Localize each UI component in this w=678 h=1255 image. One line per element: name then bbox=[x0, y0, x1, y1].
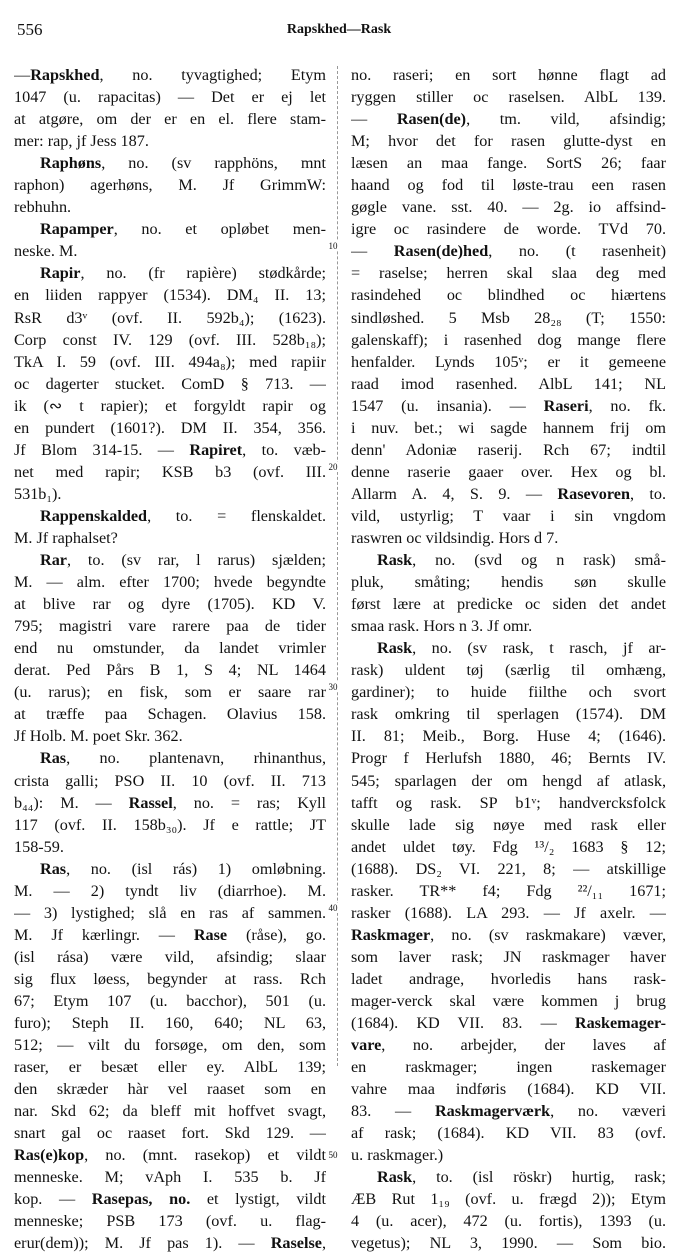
column-divider bbox=[337, 66, 338, 1066]
text-line: furo); Steph II. 160, 640; NL 63, bbox=[14, 1014, 326, 1033]
text-line: menneske. M; vAph I. 535 b. Jf bbox=[14, 1168, 326, 1187]
text-line: denne raserie gaaer over. Hex og bl. bbox=[351, 462, 666, 481]
text-line: M. Jf raphalset? bbox=[14, 528, 118, 547]
text-line: menneske; PSB 173 (ovf. u. flag- bbox=[14, 1212, 326, 1231]
text-line: M. — alm. efter 1700; hvede begyndte bbox=[14, 573, 326, 592]
text-line: mer: rap, jf Jess 187. bbox=[14, 132, 149, 151]
text-line: vare, no. arbejder, der laves af bbox=[351, 1036, 666, 1055]
text-line: i nuv. bet.; wi sagde hannem frij om bbox=[351, 418, 666, 437]
text-line: Jf Holb. M. poet Skr. 362. bbox=[14, 727, 183, 746]
text-line: en liiden rappyer (1534). DM₄ II. 13; bbox=[14, 286, 326, 305]
text-line: vegetus); NL 3, 1990. — Som bio. bbox=[351, 1234, 666, 1253]
text-line: RsR d3ᵛ (ovf. II. 592b₄); (1623). bbox=[14, 308, 326, 327]
text-line: Progr f Herlufsh 1880, 46; Bernts IV. bbox=[351, 749, 666, 768]
text-line: ik (∾ t rapier); et forgyldt rapir og bbox=[14, 396, 326, 415]
text-line: galenskaff); i rasenhed dog mange flere bbox=[351, 330, 666, 349]
text-line: Rappenskalded, to. = flenskaldet. bbox=[40, 506, 326, 525]
text-line: neske. M. bbox=[14, 242, 78, 261]
text-line: Rar, to. (sv rar, l rarus) sjælden; bbox=[40, 551, 326, 570]
text-line: at blive rar og dyre (1705). KD V. bbox=[14, 595, 326, 614]
text-line: den skræder hàr vel raaset som en bbox=[14, 1080, 326, 1099]
text-line: kop. — Rasepas, no. et lystigt, vildt bbox=[14, 1190, 326, 1209]
text-line: 545; sparlagen der om hengd af atlask, bbox=[351, 771, 666, 790]
text-line: ryggen stiller oc raselsen. AlbL 139. bbox=[351, 88, 666, 107]
text-line: II. 81; Meib., Borg. Huse 4; (1646). bbox=[351, 727, 666, 746]
text-line: rasker. TR** f4; Fdg ²²/₁₁ 1671; bbox=[351, 881, 666, 900]
text-line: 83. — Raskmagerværk, no. væveri bbox=[351, 1102, 666, 1121]
text-line: igre oc rasindere de worde. TVd 70. bbox=[351, 220, 666, 239]
text-line: 117 (ovf. II. 158b₃₀). Jf e rattle; JT bbox=[14, 815, 326, 834]
text-line: u. raskmager.) bbox=[351, 1146, 444, 1165]
text-line: —Rapskhed, no. tyvagtighed; Etym bbox=[14, 66, 326, 84]
text-line: Allarm A. 4, S. 9. — Rasevoren, to. bbox=[351, 484, 666, 503]
text-line: (u. rarus); en fisk, som er saare rar bbox=[14, 683, 326, 702]
text-line: som laver rask; JN raskmager haver bbox=[351, 947, 666, 966]
text-line: Raphøns, no. (sv rapphöns, mnt bbox=[40, 154, 326, 173]
text-line: nar. Skd 62; da bleff mit hoffvet svagt, bbox=[14, 1102, 326, 1121]
text-line: rebhuhn. bbox=[14, 198, 72, 217]
text-line: TkA I. 59 (ovf. III. 494a₈); med rapiir bbox=[14, 352, 326, 371]
text-line: smaa rask. Hors n 3. Jf omr. bbox=[351, 617, 533, 636]
text-line: pluk, småting; hendis søn skulle bbox=[351, 573, 666, 592]
text-line: Rapir, no. (fr rapière) stødkårde; bbox=[40, 264, 326, 283]
text-line: end nu omstunder, da landet vrimler bbox=[14, 639, 326, 658]
text-line: Jf Blom 314-15. — Rapiret, to. væb- bbox=[14, 440, 326, 459]
text-line: af rask; (1684). KD VII. 83 (ovf. bbox=[351, 1124, 666, 1143]
running-head: Rapskhed—Rask bbox=[286, 22, 392, 37]
text-line: — Rasen(de)hed, no. (t rasenheit) bbox=[351, 242, 666, 261]
text-line: ladet andrage, hvorledis hans rask- bbox=[351, 969, 666, 988]
text-line: no. raseri; en sort hønne flagt ad bbox=[351, 66, 666, 84]
text-line: — 3) lystighed; slå en ras af sammen. bbox=[14, 903, 326, 922]
text-line: erur(dem)); M. Jf pas 1). — Raselse, bbox=[14, 1234, 326, 1253]
text-line: rasindehed oc blindhed oc hiærtens bbox=[351, 286, 666, 305]
text-line: vild, ustyrlig; T vaar i sin vngdom bbox=[351, 506, 666, 525]
text-line: M. Jf kærlingr. — Rase (råse), go. bbox=[14, 925, 326, 944]
text-line: 1047 (u. rapacitas) — Det er ej let bbox=[14, 88, 326, 107]
text-line: Rask, to. (isl röskr) hurtig, rask; bbox=[377, 1168, 666, 1187]
text-line: Ras(e)kop, no. (mnt. rasekop) et vildt bbox=[14, 1146, 326, 1165]
text-line: rasker (1688). LA 293. — Jf axelr. — bbox=[351, 903, 666, 922]
right-column bbox=[351, 64, 666, 1255]
text-line: snart gal oc raaset fort. Skd 129. — bbox=[14, 1124, 326, 1143]
text-line: en raskmager; ingen raskemager bbox=[351, 1058, 666, 1077]
text-line: Rapamper, no. et opløbet men- bbox=[40, 220, 326, 239]
text-line: henfalder. Lynds 105ᵛ; er it gemeene bbox=[351, 352, 666, 371]
text-line: M. — 2) tyndt liv (diarrhoe). M. bbox=[14, 881, 326, 900]
text-line: 512; — vilt du forsøge, om den, som bbox=[14, 1036, 326, 1055]
line-number-20: 20 bbox=[326, 462, 340, 472]
text-line: derat. Ped Pårs B 1, S 4; NL 1464 bbox=[14, 661, 326, 680]
text-line: først lære at predicke oc siden det andet bbox=[351, 595, 666, 614]
text-line: Corp const IV. 129 (ovf. III. 528b₁₈); bbox=[14, 330, 326, 349]
page-number: 556 bbox=[17, 20, 43, 39]
text-line: rask) uldent tøj (særlig til omhæng, bbox=[351, 661, 666, 680]
text-line: 1547 (u. insania). — Raseri, no. fk. bbox=[351, 396, 666, 415]
text-line: sindløshed. 5 Msb 28₂₈ (T; 1550: bbox=[351, 308, 666, 327]
text-line: gøgle vane. sst. 40. — 2g. io affsind- bbox=[351, 198, 666, 217]
text-line: 67; Etym 107 (u. bacchor), 501 (u. bbox=[14, 991, 326, 1010]
text-line: oc dagerter stucket. ComD § 713. — bbox=[14, 374, 326, 393]
text-line: raswren oc vildsindig. Hors d 7. bbox=[351, 528, 559, 547]
text-line: rask omkring til sperlagen (1574). DM bbox=[351, 705, 666, 724]
line-number-50: 50 bbox=[326, 1150, 340, 1160]
text-line: net med rapir; KSB b3 (ovf. III. bbox=[14, 462, 326, 481]
text-line: Ras, no. (isl rás) 1) omløbning. bbox=[40, 859, 326, 878]
text-line: (1684). KD VII. 83. — Raskemager- bbox=[351, 1014, 666, 1033]
text-line: Ras, no. plantenavn, rhinanthus, bbox=[40, 749, 326, 768]
text-line: 795; magistri vare rarere paa de tider bbox=[14, 617, 326, 636]
text-line: Rask, no. (sv rask, t rasch, jf ar- bbox=[377, 639, 666, 658]
text-line: 158-59. bbox=[14, 837, 64, 856]
line-number-30: 30 bbox=[326, 682, 340, 692]
text-line: (isl rása) være vild, afsindig; slaar bbox=[14, 947, 326, 966]
text-line: denn' Adoniæ raserij. Rch 67; indtil bbox=[351, 440, 666, 459]
line-number-10: 10 bbox=[326, 241, 340, 251]
left-column bbox=[14, 64, 326, 1255]
text-line: gardiner); to huide fiilthe och svort bbox=[351, 683, 666, 702]
text-line: skulle lade sig nøye med rask eller bbox=[351, 815, 666, 834]
text-line: Raskmager, no. (sv raskmakare) væver, bbox=[351, 925, 666, 944]
text-line: vahre maa indføris (1684). KD VII. bbox=[351, 1080, 666, 1099]
text-line: mager-verck skal være kommen j brug bbox=[351, 991, 666, 1010]
text-line: læsen an maa fange. SortS 26; faar bbox=[351, 154, 666, 173]
text-line: Rask, no. (svd og n rask) små- bbox=[377, 551, 666, 570]
text-line: tafft og rask. SP b1ᵛ; handvercksfolck bbox=[351, 793, 666, 812]
text-line: — Rasen(de), tm. vild, afsindig; bbox=[351, 110, 666, 129]
text-line: raad imod rasenhed. AlbL 141; NL bbox=[351, 374, 666, 393]
line-number-40: 40 bbox=[326, 903, 340, 913]
text-line: andet uldet tøy. Fdg ¹³/₂ 1683 § 12; bbox=[351, 837, 666, 856]
text-line: en pundert (1601?). DM II. 354, 356. bbox=[14, 418, 326, 437]
text-line: = raselse; herren skal slaa deg med bbox=[351, 264, 666, 283]
text-line: 531b₁). bbox=[14, 484, 62, 503]
text-line: 4 (u. acer), 472 (u. fortis), 1393 (u. bbox=[351, 1212, 666, 1231]
text-line: at atgøre, om der er en el. flere stam- bbox=[14, 110, 326, 129]
text-line: ÆB Rut 1₁₉ (ovf. u. frægd 2)); Etym bbox=[351, 1190, 666, 1209]
text-line: M; hvor det for rasen glutte-dyst en bbox=[351, 132, 666, 151]
text-line: (1688). DS₂ VI. 221, 8; — atskillige bbox=[351, 859, 666, 878]
text-line: b₄₄): M. — Rassel, no. = ras; Kyll bbox=[14, 793, 326, 812]
text-line: raphon) agerhøns, M. Jf GrimmW: bbox=[14, 176, 326, 195]
text-line: sig flux løess, begynder at rass. Rch bbox=[14, 969, 326, 988]
text-line: haand og fod til løste-trau een rasen bbox=[351, 176, 666, 195]
text-line: crista galli; PSO II. 10 (ovf. II. 713 bbox=[14, 771, 326, 790]
text-line: raser, er besæt eller ey. AlbL 139; bbox=[14, 1058, 326, 1077]
text-line: at træffe paa Schagen. Olavius 158. bbox=[14, 705, 326, 724]
